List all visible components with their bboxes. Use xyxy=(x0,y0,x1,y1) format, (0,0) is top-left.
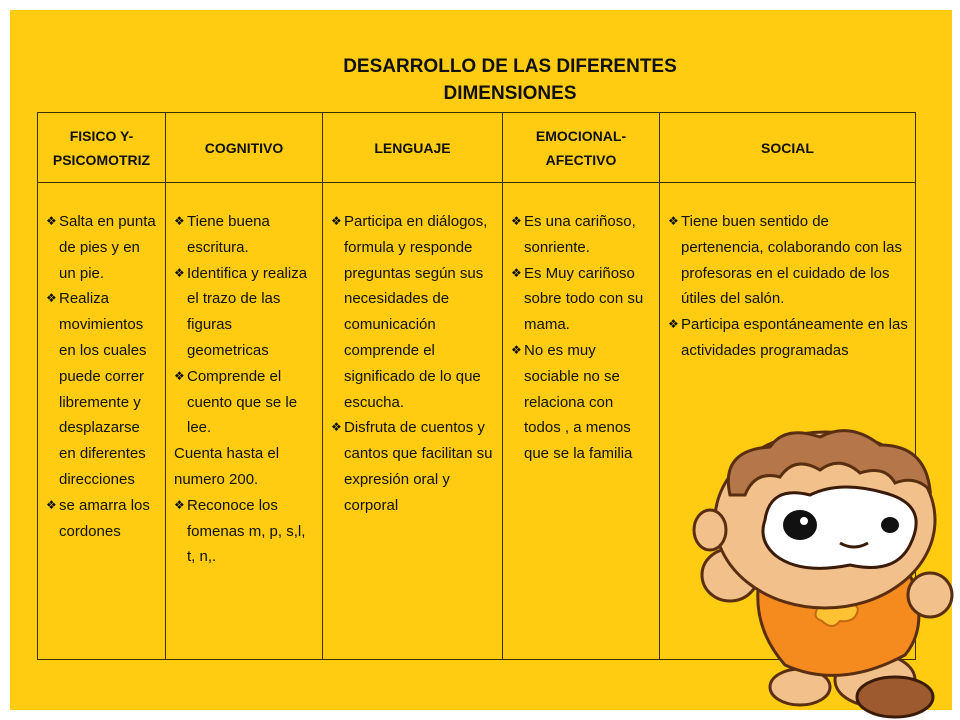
list-item-text: Identifica y realiza el trazo de las figuras geometricas xyxy=(187,264,308,359)
list-item-text: Participa en diálogos, formula y responde preguntas según sus necesidades de comunicación comprende el significado de lo que escucha. xyxy=(344,213,488,411)
diamond-bullet-icon: ❖ xyxy=(174,265,185,280)
list-item xyxy=(511,209,653,261)
header-fisico: FISICO Y- PSICOMOTRIZ xyxy=(38,113,166,183)
list-item xyxy=(46,209,159,286)
list-item xyxy=(46,493,159,545)
list-item xyxy=(331,415,496,518)
list-item-text: Tiene buena escritura. xyxy=(187,213,270,256)
diamond-bullet-icon: ❖ xyxy=(46,497,57,512)
list-item-text: Comprende el cuento que se le lee. xyxy=(187,367,298,437)
cell-cognitivo xyxy=(166,183,323,660)
list-item xyxy=(668,209,909,312)
list-item xyxy=(174,261,316,364)
list-item xyxy=(668,312,909,364)
diamond-bullet-icon: ❖ xyxy=(46,291,57,306)
header-social: SOCIAL xyxy=(660,113,916,183)
list-emocional xyxy=(511,209,653,467)
diamond-bullet-icon: ❖ xyxy=(331,420,342,435)
cell-emocional xyxy=(503,183,660,660)
diamond-bullet-icon: ❖ xyxy=(511,342,522,357)
list-item-text: Reconoce los fomenas m, p, s,l, t, n,. xyxy=(187,496,306,566)
diamond-bullet-icon: ❖ xyxy=(174,214,185,228)
list-item xyxy=(511,338,653,467)
title-line-2: DIMENSIONES xyxy=(443,83,577,104)
cartoon-boy-illustration xyxy=(690,425,955,720)
diamond-bullet-icon: ❖ xyxy=(174,368,185,383)
list-social xyxy=(668,209,909,364)
cell-lenguaje xyxy=(323,183,503,660)
cell-fisico xyxy=(38,183,166,660)
list-item-text: Cuenta hasta el numero 200. xyxy=(174,445,280,488)
list-item xyxy=(174,493,316,570)
diamond-bullet-icon: ❖ xyxy=(46,214,57,228)
diamond-bullet-icon: ❖ xyxy=(331,214,342,228)
diamond-bullet-icon: ❖ xyxy=(668,317,679,332)
list-item-text: Realiza movimientos en los cuales puede correr libremente y desplazarse en diferentes direcciones xyxy=(59,290,147,488)
list-item-text: se amarra los cordones xyxy=(59,496,150,540)
list-cognitivo xyxy=(174,209,316,570)
list-item xyxy=(46,286,159,492)
header-lenguaje: LENGUAJE xyxy=(323,113,503,183)
list-fisico xyxy=(46,209,159,544)
list-item-text: Es una cariñoso, sonriente. xyxy=(524,213,636,256)
page-title xyxy=(260,53,760,107)
title-line-1: DESARROLLO DE LAS DIFERENTES xyxy=(343,56,677,77)
list-item-text: Es Muy cariñoso sobre todo con su mama. xyxy=(524,264,644,334)
list-item-text: No es muy sociable no se relaciona con todos , a menos que se la familia xyxy=(524,341,633,463)
table-header-row xyxy=(38,113,916,183)
list-item xyxy=(174,364,316,441)
list-item xyxy=(331,209,496,415)
header-cognitivo: COGNITIVO xyxy=(166,113,323,183)
list-item xyxy=(174,209,316,261)
list-item-text: Participa espontáneamente en las actividades programadas xyxy=(681,316,908,359)
diamond-bullet-icon: ❖ xyxy=(668,214,679,228)
header-emocional: EMOCIONAL- AFECTIVO xyxy=(503,113,660,183)
list-item-text: Tiene buen sentido de pertenencia, colaborando con las profesoras en el cuidado de los útiles del salón. xyxy=(681,213,902,308)
list-item-text: Disfruta de cuentos y cantos que facilitan su expresión oral y corporal xyxy=(344,419,493,514)
list-item xyxy=(174,441,316,493)
list-lenguaje xyxy=(331,209,496,519)
diamond-bullet-icon: ❖ xyxy=(174,497,185,512)
list-item xyxy=(511,261,653,338)
diamond-bullet-icon: ❖ xyxy=(511,214,522,228)
diamond-bullet-icon: ❖ xyxy=(511,265,522,280)
list-item-text: Salta en punta de pies y en un pie. xyxy=(59,213,156,282)
